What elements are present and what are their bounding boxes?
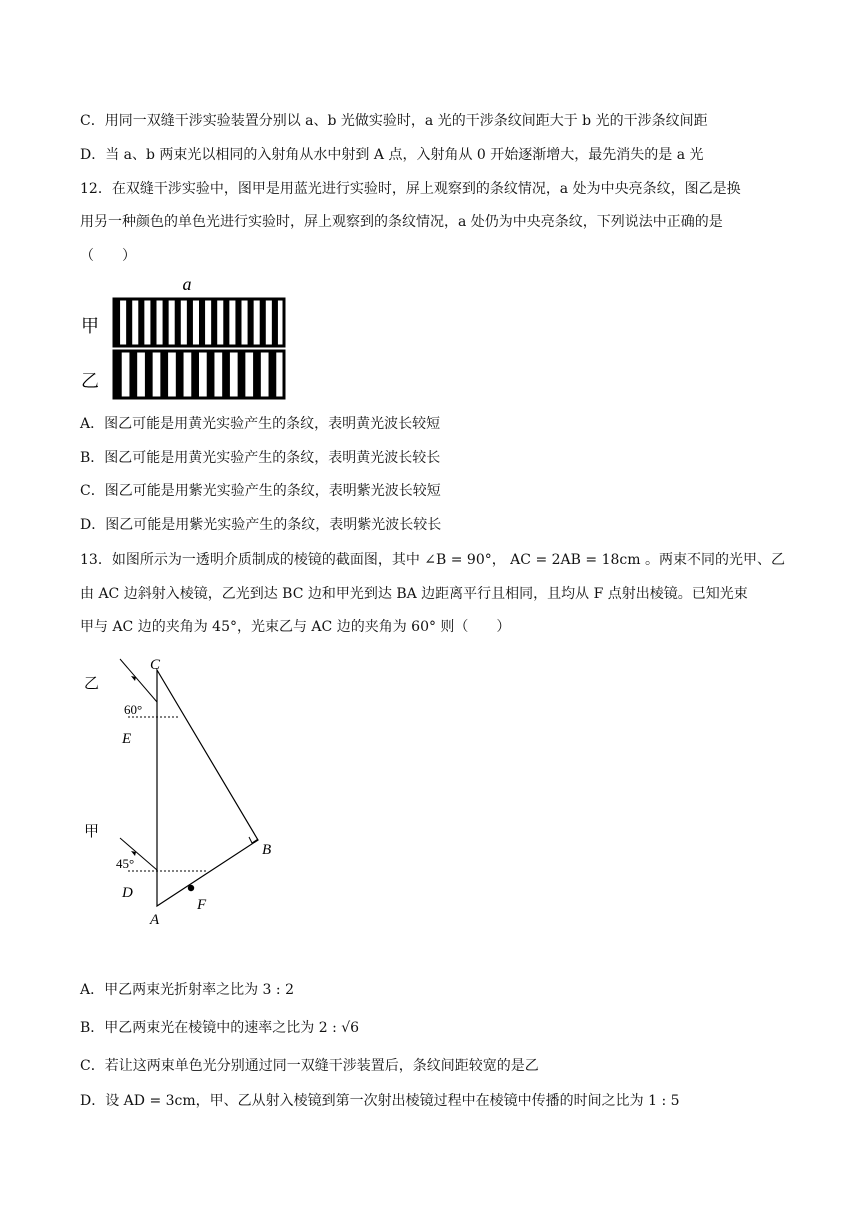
fringe-jia-dark-stripe (150, 299, 156, 346)
angle-45-label: 45° (116, 856, 135, 871)
fringe-yi-dark-stripe (222, 351, 230, 398)
fringe-pattern-jia (114, 299, 284, 346)
fringe-jia-dark-stripe (163, 299, 169, 346)
fringe-jia-dark-stripe (272, 299, 278, 346)
fringe-jia-dark-stripe (211, 299, 217, 346)
fringe-label-yi: 乙 (81, 371, 99, 392)
q13-stem-line3: 甲与 AC 边的夹角为 45°，光束乙与 AC 边的夹角为 60° 则（ ） (80, 619, 511, 635)
fringe-figure (76, 270, 296, 405)
fringe-jia-dark-stripe (114, 299, 120, 346)
label-jia: 甲 (84, 822, 100, 840)
point-f-marker (188, 885, 194, 891)
q13-stem-line2: 由 AC 边斜射入棱镜，乙光到达 BC 边和甲光到达 BA 边距离平行且相同，且均从 F 点射出棱镜。已知光束 (80, 586, 748, 602)
fringe-jia-dark-stripe (260, 299, 266, 346)
q13-stem-line1: 13．如图所示为一透明介质制成的棱镜的截面图，其中 ∠B = 90°， AC = 2AB = 18cm 。两束不同的光甲、乙 (80, 552, 785, 568)
fringe-yi-dark-stripe (176, 351, 184, 398)
fringe-jia-dark-stripe (138, 299, 144, 346)
fringe-yi-dark-stripe (191, 351, 199, 398)
q13-option-d: D．设 AD = 3cm，甲、乙从射入棱镜到第一次射出棱镜过程中在棱镜中传播的时间之比为 1 : 5 (80, 1093, 680, 1109)
q11-option-d: D．当 a、b 两束光以相同的入射角从水中射到 A 点，入射角从 0 开始逐渐增大，最先消失的是 a 光 (80, 147, 704, 163)
fringe-yi-dark-stripe (114, 351, 122, 398)
fringe-yi-dark-stripe (269, 351, 277, 398)
fringe-jia-dark-stripe (199, 299, 205, 346)
prism-figure (80, 650, 300, 940)
q12-option-b: B．图乙可能是用黄光实验产生的条纹，表明黄光波长较长 (80, 450, 441, 466)
fringe-jia-dark-stripe (235, 299, 241, 346)
label-e: E (122, 731, 132, 747)
fringe-jia-dark-stripe (187, 299, 193, 346)
fringe-jia-dark-stripe (223, 299, 229, 346)
fringe-yi-dark-stripe (129, 351, 137, 398)
q13-option-b: B．甲乙两束光在棱镜中的速率之比为 2 : √6 (80, 1020, 360, 1036)
label-b: B (262, 842, 272, 858)
fringe-yi-dark-stripe (160, 351, 168, 398)
fringe-yi-dark-stripe (238, 351, 246, 398)
fringe-label-jia: 甲 (81, 316, 99, 337)
label-d: D (122, 885, 133, 901)
fringe-pattern-yi (114, 351, 284, 398)
q12-stem-line2: 用另一种颜色的单色光进行实验时，屏上观察到的条纹情况，a 处仍为中央亮条纹，下列说法中正确的是 (80, 214, 723, 230)
label-yi: 乙 (84, 674, 100, 692)
fringe-jia-dark-stripe (248, 299, 254, 346)
label-c: C (150, 657, 161, 673)
fringe-jia-dark-stripe (126, 299, 132, 346)
q12-option-a: A．图乙可能是用黄光实验产生的条纹，表明黄光波长较短 (80, 416, 441, 432)
fringe-yi-dark-stripe (145, 351, 153, 398)
q13-option-a: A．甲乙两束光折射率之比为 3 : 2 (80, 982, 294, 998)
fringe-yi-dark-stripe (207, 351, 215, 398)
q12-answer-paren: （ ） (80, 248, 136, 264)
fringe-center-label: a (182, 274, 192, 294)
q12-option-d: D．图乙可能是用紫光实验产生的条纹，表明紫光波长较长 (80, 517, 442, 533)
q13-option-c: C．若让这两束单色光分别通过同一双缝干涉装置后，条纹间距较宽的是乙 (80, 1058, 539, 1074)
fringe-jia-dark-stripe (175, 299, 181, 346)
label-a: A (150, 912, 160, 928)
label-f: F (197, 897, 207, 913)
fringe-yi-dark-stripe (253, 351, 261, 398)
angle-60-label: 60° (124, 702, 143, 717)
q12-option-c: C．图乙可能是用紫光实验产生的条纹，表明紫光波长较短 (80, 483, 441, 499)
q12-stem-line1: 12．在双缝干涉实验中，图甲是用蓝光进行实验时，屏上观察到的条纹情况，a 处为中央亮条纹，图乙是换 (80, 181, 741, 197)
q11-option-c: C．用同一双缝干涉实验装置分别以 a、b 光做实验时，a 光的干涉条纹间距大于 b 光的干涉条纹间距 (80, 113, 708, 129)
